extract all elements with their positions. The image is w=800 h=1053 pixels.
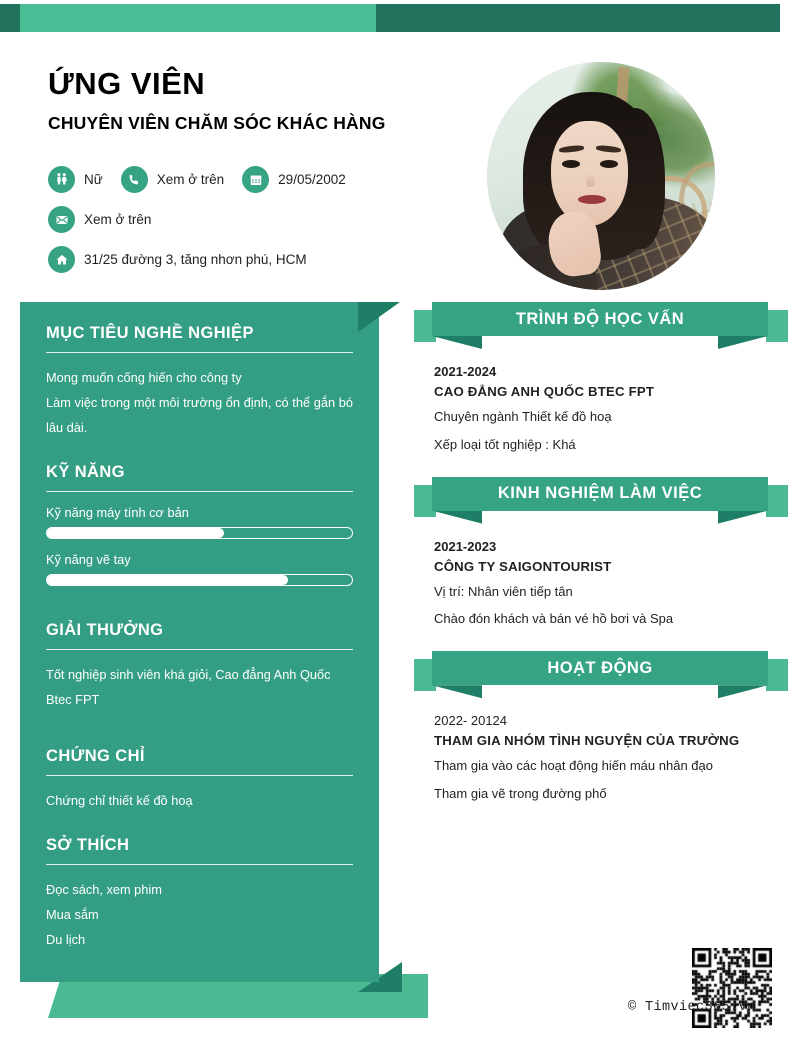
contact-row-1 [48,166,468,193]
experience-org: CÔNG TY SAIGONTOURIST [434,558,612,574]
ribbon-fold-right [718,685,768,698]
education-detail: Chuyên ngành Thiết kế đồ hoạ [434,409,612,424]
section-heading-certificates: CHỨNG CHỈ [46,746,145,765]
contact-value-address: 31/25 đường 3, tăng nhơn phú, HCM [84,252,307,267]
skill-progress-fill [47,528,224,538]
skill-progress-bar [46,574,353,586]
ribbon-banner [432,477,768,511]
ribbon-tail-right [766,659,788,691]
ribbon-banner [432,302,768,336]
certificate-line: Chứng chỉ thiết kế đồ hoạ [46,792,193,808]
education-date: 2021-2024 [434,364,497,379]
phone-icon [121,166,148,193]
experience-detail: Vị trí: Nhân viên tiếp tân [434,583,573,599]
contact-value-birthdate: 29/05/2002 [278,172,346,187]
award-line: Tốt nghiệp sinh viên khá giỏi, Cao đẳng Anh Quốc Btec FPT [46,666,331,707]
divider [46,649,353,650]
sidebar-panel [20,302,379,982]
ribbon-fold-right [718,336,768,349]
site-credit: © Timviec365.vn [628,1000,756,1015]
education-entry [414,348,786,456]
education-detail: Xếp loại tốt nghiệp : Khá [434,436,576,452]
section-heading-awards: GIẢI THƯỞNG [46,620,164,639]
experience-entry [414,523,786,631]
ribbon-tail-right [766,485,788,517]
ribbon-fold-left [432,511,482,524]
experience-date: 2021-2023 [434,538,497,554]
top-bar-left-dark-block [0,4,20,32]
divider [46,775,353,776]
objective-line-2: Làm việc trong một môi trường ổn định, có thể gắn bó lâu dài. [46,394,353,435]
section-certificates [46,747,353,814]
contact-info-group [48,166,468,286]
contact-row-3 [48,246,468,273]
section-objective [46,324,353,441]
ribbon-fold-right [718,511,768,524]
skill-label: Kỹ năng máy tính cơ bản [46,504,189,520]
section-heading-experience: KINH NGHIỆM LÀM VIỆC [497,484,703,503]
ribbon-education [414,302,786,348]
interest-line: Du lịch [46,931,86,947]
experience-detail: Chào đón khách và bán vé hồ bơi và Spa [434,611,674,627]
section-awards [46,621,353,713]
objective-line-1: Mong muốn cống hiến cho công ty [46,370,242,385]
skill-progress-bar [46,527,353,539]
skill-item [46,552,353,586]
home-icon [48,246,75,273]
ribbon-activities [414,651,786,697]
skill-progress-fill [47,575,288,585]
education-org: CAO ĐẲNG ANH QUỐC BTEC FPT [434,384,655,399]
gender-icon [48,166,75,193]
main-column [414,302,786,812]
ribbon-tail-right [766,310,788,342]
activities-detail: Tham gia vào các hoạt động hiến máu nhân đạo [434,758,713,774]
ribbon-fold-left [432,685,482,698]
contact-value-phone: Xem ở trên [156,172,225,187]
sidebar-content [20,302,379,982]
contact-item-email [48,206,151,233]
section-skills [46,463,353,586]
email-icon [48,206,75,233]
contact-item-address [48,246,307,273]
activities-date: 2022- 20124 [434,713,508,729]
activities-org: THAM GIA NHÓM TÌNH NGUYỆN CỦA TRƯỜNG [434,733,740,749]
contact-item-birthdate [242,166,346,193]
divider [46,864,353,865]
decorative-top-bar [0,4,780,32]
contact-value-email: Xem ở trên [84,212,152,227]
candidate-photo [487,62,715,290]
section-heading-interests: SỞ THÍCH [46,835,130,854]
divider [46,352,353,353]
section-heading-education: TRÌNH ĐỘ HỌC VẤN [515,309,685,328]
activities-entry [414,697,786,805]
skill-label: Kỹ năng vẽ tay [46,551,131,567]
ribbon-banner [432,651,768,685]
qr-code [692,948,772,1028]
top-bar-light-block [20,4,376,32]
section-interests [46,836,353,953]
contact-item-gender [48,166,103,193]
top-bar-right-dark-block [376,4,780,32]
cv-header [0,40,800,298]
section-heading-skills: KỸ NĂNG [46,462,125,481]
divider [46,491,353,492]
contact-value-gender: Nữ [84,172,103,187]
calendar-icon [242,166,269,193]
cv-footer [0,938,800,1053]
ribbon-fold-left [432,336,482,349]
candidate-job-title: CHUYÊN VIÊN CHĂM SÓC KHÁC HÀNG [48,113,386,133]
contact-item-phone [121,166,224,193]
ribbon-experience [414,477,786,523]
activities-detail: Tham gia vẽ trong đường phố [434,785,607,801]
contact-row-2 [48,206,468,233]
skill-item [46,505,353,539]
section-heading-objective: MỤC TIÊU NGHỀ NGHIỆP [46,324,254,342]
interest-line: Mua sắm [46,906,99,922]
section-heading-activities: HOẠT ĐỘNG [547,658,653,677]
candidate-name: ỨNG VIÊN [48,66,206,101]
interest-line: Đọc sách, xem phim [46,881,162,897]
